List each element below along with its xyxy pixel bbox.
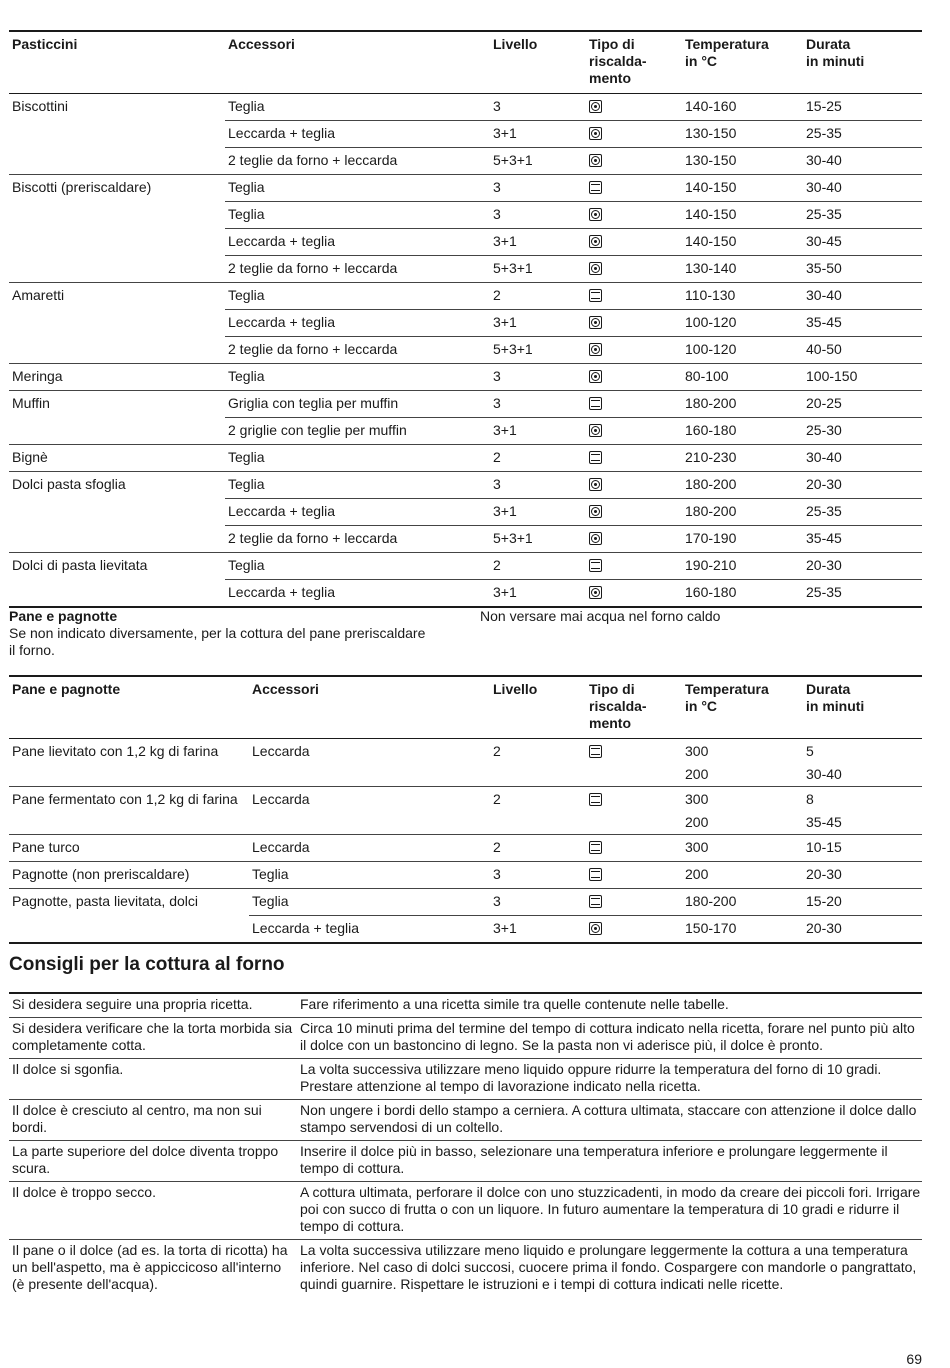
heating-cell [586,445,682,472]
level-cell: 3+1 [490,418,586,445]
top-bottom-heat-icon [589,451,602,464]
bread-table-header [9,676,922,739]
header-heating [586,676,682,739]
header-duration [803,31,922,94]
temperature-cell [682,739,803,787]
temperature-cell: 100-120 [682,337,803,364]
duration-cell: 25-35 [803,202,922,229]
accessories-cell: Teglia [225,202,490,229]
temperature-value: 300 [685,743,709,759]
level-cell: 3+1 [490,499,586,526]
accessories-cell: 2 teglie da forno + leccarda [225,256,490,283]
level-cell: 3+1 [490,121,586,148]
tip-row [9,993,922,1018]
duration-cell [803,862,922,889]
table-row [9,310,922,337]
dish-cell [9,418,225,445]
duration-value: 15-20 [806,893,842,909]
temperature-cell [682,835,803,862]
accessories-cell: Leccarda + teglia [225,580,490,608]
tip-problem: La parte superiore del dolce diventa troppo scura. [9,1141,297,1182]
duration-cell [803,739,922,787]
table-row [9,418,922,445]
level-cell: 2 [490,283,586,310]
table-row [9,862,922,889]
dish-cell: Biscotti (preriscaldare) [9,175,225,202]
heating-cell [586,787,682,835]
accessories-cell: 2 teglie da forno + leccarda [225,148,490,175]
tips-title: Consigli per la cottura al forno [9,954,285,975]
tip-solution: Inserire il dolce più in basso, selezionare una temperatura inferiore e prolungare leggermente il tempo di cottura. [297,1141,922,1182]
bread-warning-note: Non versare mai acqua nel forno caldo [480,608,721,624]
duration-cell: 35-45 [803,526,922,553]
heating-cell [586,229,682,256]
level-cell: 2 [490,787,586,835]
top-bottom-heat-icon [589,397,602,410]
duration-value: 20-30 [806,866,842,882]
accessories-cell: Leccarda + teglia [225,229,490,256]
header-level: Livello [490,676,586,739]
tip-solution: La volta successiva utilizzare meno liquido e prolungare leggermente la cottura a una temperatura inferiore. Nel caso di dolci succosi, cuocere prima il fondo. Cospargere con mandorle o pangrattato, quindi guarnire. Rispettare le istruzioni e i tempi di cottura indicati nelle ricette. [297,1240,922,1298]
top-bottom-heat-icon [589,793,602,806]
duration-cell [803,889,922,916]
table-row [9,553,922,580]
accessories-cell: Teglia [225,94,490,121]
duration-cell: 35-45 [803,310,922,337]
header-accessories: Accessori [225,31,490,94]
tip-solution: A cottura ultimata, perforare il dolce con uno stuzzicadenti, in modo da creare dei piccoli fori. Irrigare poi con succo di frutta o con un liquore. In futuro aumentare la temperatura di 10 gradi e ridurre il tempo di cottura. [297,1182,922,1240]
temperature-cell: 180-200 [682,499,803,526]
temperature-cell: 190-210 [682,553,803,580]
accessories-cell: 2 teglie da forno + leccarda [225,337,490,364]
heating-cell [586,580,682,608]
header-temperature [682,676,803,739]
tip-row [9,1100,922,1141]
top-bottom-heat-icon [589,745,602,758]
heating-cell [586,148,682,175]
header-duration-line: Durata [806,681,851,697]
tip-problem: Il dolce è cresciuto al centro, ma non sui bordi. [9,1100,297,1141]
dish-cell: Dolci pasta sfoglia [9,472,225,499]
header-heating-line: riscalda- [589,698,647,714]
dish-cell [9,526,225,553]
temperature-value-2: 200 [685,814,709,830]
header-heating-line: Tipo di [589,681,635,697]
tip-row [9,1059,922,1100]
dish-cell: Bignè [9,445,225,472]
temperature-value: 150-170 [685,920,737,936]
heating-cell [586,916,682,944]
table-row [9,121,922,148]
duration-cell: 25-35 [803,499,922,526]
top-bottom-heat-icon [589,868,602,881]
level-cell: 3+1 [490,916,586,944]
tip-solution: Circa 10 minuti prima del termine del tempo di cottura indicato nella ricetta, forare nel punto più alto il dolce con un bastoncino di legno. Se la pasta non vi aderisce più, il dolce è pronto. [297,1018,922,1059]
page-number: 69 [906,1351,922,1367]
heating-cell [586,862,682,889]
tip-row [9,1182,922,1240]
duration-cell: 100-150 [803,364,922,391]
accessories-cell: 2 griglie con teglie per muffin [225,418,490,445]
level-cell: 3 [490,175,586,202]
duration-cell: 30-45 [803,229,922,256]
temperature-cell: 140-160 [682,94,803,121]
level-cell: 2 [490,739,586,787]
temperature-cell: 110-130 [682,283,803,310]
fan-icon [589,316,602,329]
header-temperature-line: in °C [685,698,718,714]
tip-problem: Il dolce si sgonfia. [9,1059,297,1100]
dish-cell [9,499,225,526]
accessories-cell: Leccarda [249,739,490,787]
duration-cell: 20-30 [803,553,922,580]
temperature-cell: 100-120 [682,310,803,337]
heating-cell [586,499,682,526]
dish-cell [9,580,225,608]
dish-cell: Meringa [9,364,225,391]
bread-intro [9,608,429,659]
temperature-value: 300 [685,839,709,855]
temperature-cell: 180-200 [682,391,803,418]
accessories-cell: Leccarda + teglia [225,121,490,148]
header-heating-line: Tipo di [589,36,635,52]
pastry-table-header [9,31,922,94]
dish-cell: Biscottini [9,94,225,121]
temperature-value: 180-200 [685,893,737,909]
heating-cell [586,739,682,787]
duration-value: 10-15 [806,839,842,855]
heating-cell [586,391,682,418]
duration-cell: 40-50 [803,337,922,364]
table-row [9,94,922,121]
tip-problem: Si desidera seguire una propria ricetta. [9,993,297,1018]
heating-cell [586,553,682,580]
fan-icon [589,127,602,140]
dish-cell: Pane turco [9,835,249,862]
duration-cell: 25-30 [803,418,922,445]
heating-cell [586,472,682,499]
tip-solution: La volta successiva utilizzare meno liquido oppure ridurre la temperatura del forno di 10 gradi. Prestare attenzione al tempo di lavorazione indicato nella ricetta. [297,1059,922,1100]
dish-cell [9,148,225,175]
temperature-cell [682,889,803,916]
temperature-cell: 210-230 [682,445,803,472]
table-row [9,787,922,835]
level-cell: 3+1 [490,580,586,608]
accessories-cell: Leccarda [249,835,490,862]
tip-problem: Il pane o il dolce (ad es. la torta di ricotta) ha un bell'aspetto, ma è appiccicoso all'interno (è presente dell'acqua). [9,1240,297,1298]
duration-cell [803,787,922,835]
duration-value-2: 35-45 [806,814,842,830]
table-row [9,202,922,229]
bread-table-body [9,739,922,944]
level-cell: 3 [490,202,586,229]
header-level: Livello [490,31,586,94]
dish-cell [9,256,225,283]
tip-problem: Il dolce è troppo secco. [9,1182,297,1240]
fan-icon [589,100,602,113]
dish-cell: Pagnotte, pasta lievitata, dolci [9,889,249,916]
table-row [9,283,922,310]
header-duration-line: in minuti [806,53,865,69]
temperature-value: 200 [685,866,709,882]
duration-cell: 30-40 [803,445,922,472]
fan-icon [589,208,602,221]
accessories-cell: 2 teglie da forno + leccarda [225,526,490,553]
fan-icon [589,370,602,383]
duration-cell [803,916,922,944]
temperature-cell: 130-150 [682,148,803,175]
duration-cell: 15-25 [803,94,922,121]
bread-intro-text: Se non indicato diversamente, per la cottura del pane preriscaldare il forno. [9,625,426,658]
temperature-cell [682,787,803,835]
level-cell: 3+1 [490,229,586,256]
heating-cell [586,121,682,148]
level-cell: 2 [490,835,586,862]
level-cell: 3 [490,472,586,499]
top-bottom-heat-icon [589,289,602,302]
fan-icon [589,586,602,599]
temperature-cell: 130-150 [682,121,803,148]
accessories-cell: Leccarda + teglia [225,310,490,337]
temperature-cell: 130-140 [682,256,803,283]
bread-table [9,675,922,944]
tip-row [9,1018,922,1059]
level-cell: 5+3+1 [490,526,586,553]
header-temperature-line: in °C [685,53,718,69]
tips-table [9,992,922,1297]
level-cell: 3 [490,889,586,916]
duration-cell: 35-50 [803,256,922,283]
pastry-table-body [9,94,922,608]
heating-cell [586,889,682,916]
table-row [9,889,922,916]
heating-cell [586,283,682,310]
heating-cell [586,94,682,121]
temperature-cell: 80-100 [682,364,803,391]
dish-cell: Pane lievitato con 1,2 kg di farina [9,739,249,787]
tip-solution: Non ungere i bordi dello stampo a cerniera. A cottura ultimata, staccare con attenzione il dolce dallo stampo servendosi di un coltello. [297,1100,922,1141]
accessories-cell: Teglia [225,175,490,202]
header-temperature-line: Temperatura [685,681,769,697]
table-row [9,256,922,283]
fan-icon [589,262,602,275]
duration-cell: 20-25 [803,391,922,418]
temperature-cell: 140-150 [682,202,803,229]
header-duration-line: Durata [806,36,851,52]
duration-cell: 20-30 [803,472,922,499]
dish-cell [9,121,225,148]
fan-icon [589,532,602,545]
temperature-cell: 160-180 [682,580,803,608]
fan-icon [589,478,602,491]
heating-cell [586,835,682,862]
dish-cell [9,310,225,337]
top-bottom-heat-icon [589,895,602,908]
duration-value-2: 30-40 [806,766,842,782]
duration-cell: 30-40 [803,148,922,175]
accessories-cell: Teglia [249,862,490,889]
fan-icon [589,505,602,518]
fan-icon [589,235,602,248]
level-cell: 5+3+1 [490,148,586,175]
dish-cell: Pagnotte (non preriscaldare) [9,862,249,889]
header-heating [586,31,682,94]
level-cell: 3 [490,391,586,418]
level-cell: 5+3+1 [490,337,586,364]
table-row [9,472,922,499]
level-cell: 2 [490,553,586,580]
temperature-cell: 180-200 [682,472,803,499]
heating-cell [586,202,682,229]
top-bottom-heat-icon [589,559,602,572]
dish-cell: Pane fermentato con 1,2 kg di farina [9,787,249,835]
level-cell: 3 [490,862,586,889]
level-cell: 2 [490,445,586,472]
accessories-cell: Leccarda + teglia [249,916,490,944]
level-cell: 3+1 [490,310,586,337]
level-cell: 3 [490,364,586,391]
pastry-table [9,30,922,608]
temperature-cell: 140-150 [682,229,803,256]
duration-value: 5 [806,743,814,759]
table-row [9,337,922,364]
duration-cell [803,835,922,862]
header-dish: Pane e pagnotte [9,676,249,739]
dish-cell: Dolci di pasta lievitata [9,553,225,580]
table-row [9,835,922,862]
table-row [9,526,922,553]
table-row [9,229,922,256]
table-row [9,445,922,472]
duration-value: 8 [806,791,814,807]
fan-icon [589,424,602,437]
top-bottom-heat-icon [589,841,602,854]
duration-cell: 30-40 [803,283,922,310]
temperature-cell: 140-150 [682,175,803,202]
accessories-cell: Griglia con teglia per muffin [225,391,490,418]
temperature-value: 300 [685,791,709,807]
heating-cell [586,256,682,283]
dish-cell: Amaretti [9,283,225,310]
dish-cell [9,337,225,364]
tip-row [9,1141,922,1182]
header-duration-line: in minuti [806,698,865,714]
accessories-cell: Teglia [249,889,490,916]
temperature-cell [682,862,803,889]
table-row [9,580,922,608]
heating-cell [586,337,682,364]
dish-cell [9,229,225,256]
header-heating-line: riscalda- [589,53,647,69]
dish-cell [9,916,249,944]
table-row [9,739,922,787]
heating-cell [586,175,682,202]
accessories-cell: Teglia [225,553,490,580]
duration-cell: 25-35 [803,580,922,608]
header-temperature [682,31,803,94]
table-row [9,175,922,202]
heating-cell [586,364,682,391]
fan-icon [589,343,602,356]
temperature-cell: 170-190 [682,526,803,553]
accessories-cell: Leccarda [249,787,490,835]
heating-cell [586,526,682,553]
header-accessories: Accessori [249,676,490,739]
table-row [9,364,922,391]
tips-table-body [9,993,922,1297]
temperature-cell [682,916,803,944]
level-cell: 3 [490,94,586,121]
header-temperature-line: Temperatura [685,36,769,52]
temperature-cell: 160-180 [682,418,803,445]
table-row [9,391,922,418]
duration-cell: 30-40 [803,175,922,202]
table-row [9,499,922,526]
duration-cell: 25-35 [803,121,922,148]
level-cell: 5+3+1 [490,256,586,283]
dish-cell: Muffin [9,391,225,418]
dish-cell [9,202,225,229]
duration-value: 20-30 [806,920,842,936]
header-dish: Pasticcini [9,31,225,94]
header-heating-line: mento [589,70,631,86]
header-heating-line: mento [589,715,631,731]
accessories-cell: Teglia [225,472,490,499]
tip-problem: Si desidera verificare che la torta morbida sia completamente cotta. [9,1018,297,1059]
fan-icon [589,922,602,935]
heating-cell [586,310,682,337]
table-row [9,148,922,175]
tip-row [9,1240,922,1298]
table-row [9,916,922,944]
accessories-cell: Leccarda + teglia [225,499,490,526]
accessories-cell: Teglia [225,283,490,310]
accessories-cell: Teglia [225,364,490,391]
tip-solution: Fare riferimento a una ricetta simile tra quelle contenute nelle tabelle. [297,993,922,1018]
top-bottom-heat-icon [589,181,602,194]
temperature-value-2: 200 [685,766,709,782]
bread-intro-title: Pane e pagnotte [9,608,118,624]
header-duration [803,676,922,739]
accessories-cell: Teglia [225,445,490,472]
heating-cell [586,418,682,445]
fan-icon [589,154,602,167]
